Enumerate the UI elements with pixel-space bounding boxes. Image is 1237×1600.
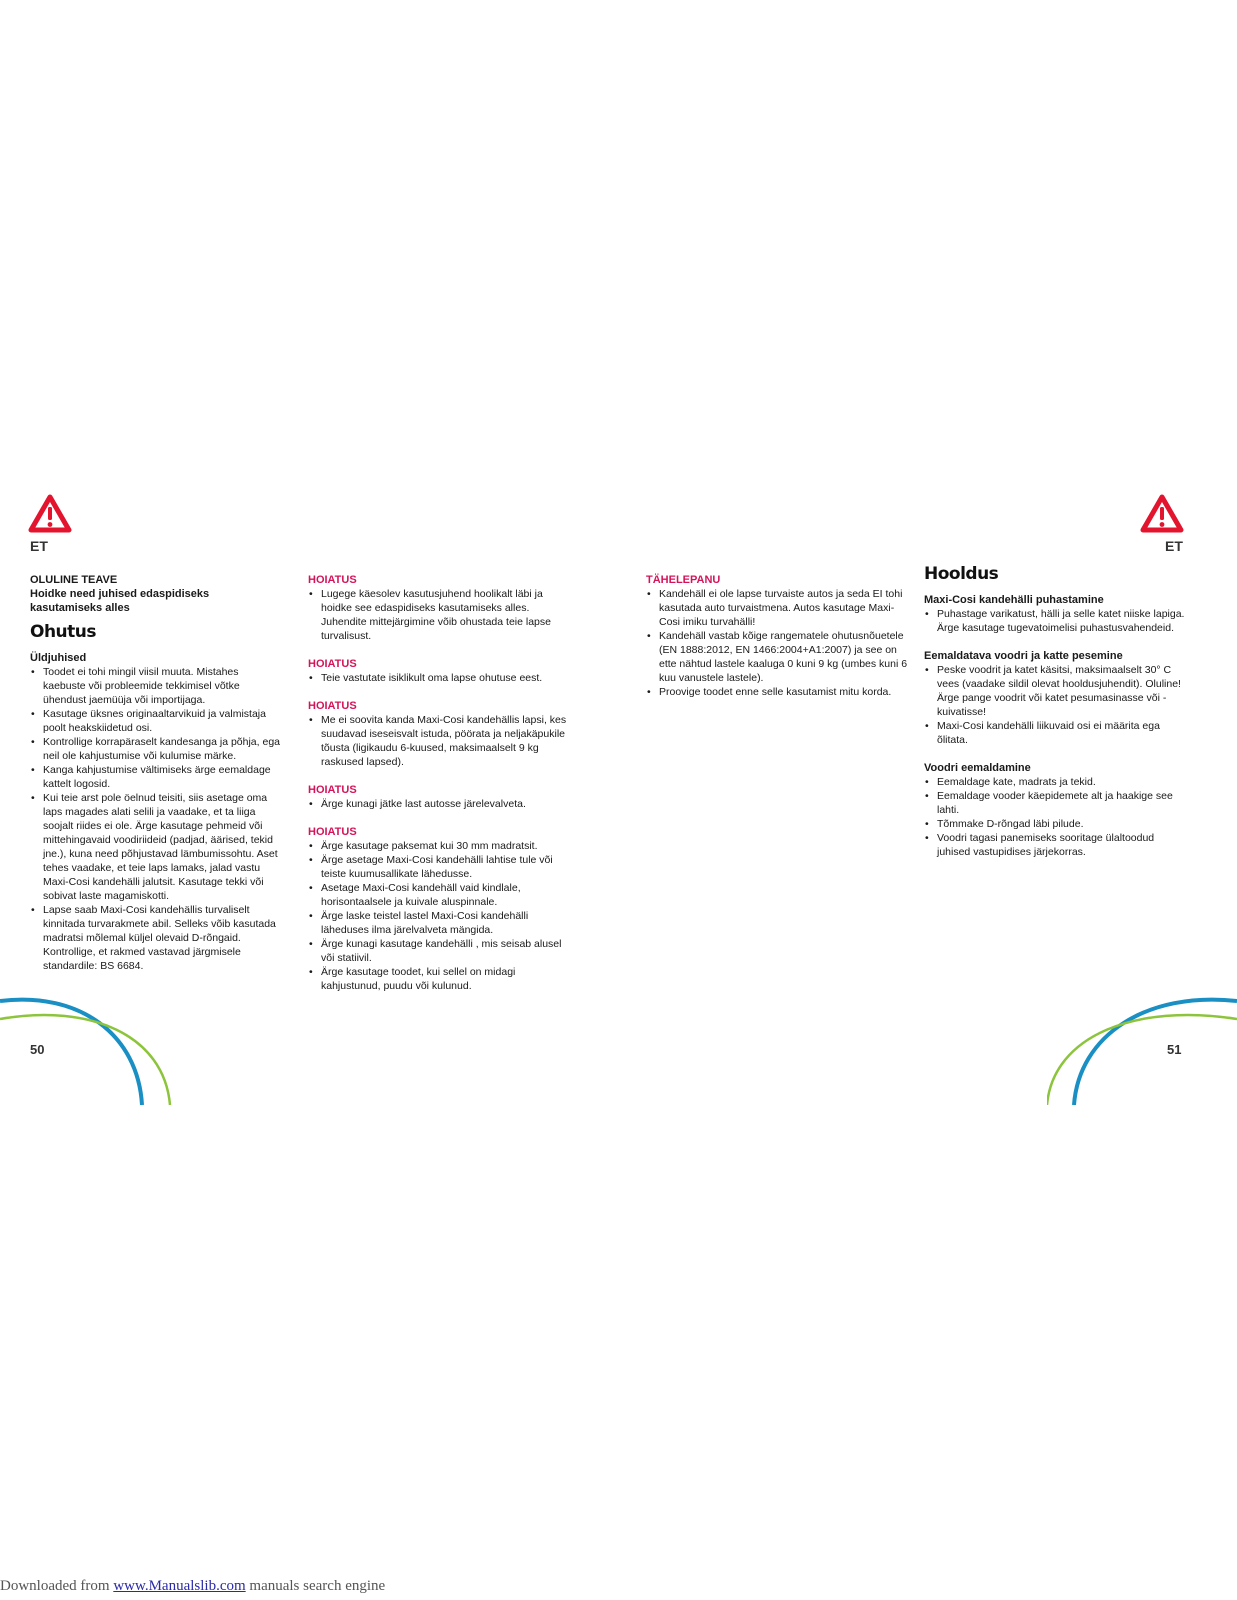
- list-item: • Toodet ei tohi mingil viisil muuta. Mistahes kaebuste või probleemide tekkimisel võtke ühendust jaemüüja või importijaga.: [30, 665, 282, 707]
- list-item: • Tõmmake D-rõngad läbi pilude.: [924, 817, 1189, 831]
- list-item: • Ärge kasutage paksemat kui 30 mm madratsit.: [308, 839, 573, 853]
- list-item: • Ärge kunagi jätke last autosse järelevalveta.: [308, 797, 573, 811]
- list-item: • Voodri tagasi panemiseks sooritage ülaltoodud juhised vastupidises järjekorras.: [924, 831, 1189, 859]
- list-item: • Puhastage varikatust, hälli ja selle katet niiske lapiga. Ärge kasutage tugevatoimelisi puhastusvahendeid.: [924, 607, 1189, 635]
- important-info-title: OLULINE TEAVE: [30, 574, 118, 586]
- list-item: • Ärge kunagi kasutage kandehälli , mis seisab alusel või statiivil.: [308, 937, 573, 965]
- care-list: [924, 607, 1189, 635]
- list-item: • Ärge laske teistel lastel Maxi-Cosi kandehälli läheduses ilma järelvalveta mängida.: [308, 909, 573, 937]
- list-item: • Me ei soovita kanda Maxi-Cosi kandehällis lapsi, kes suudavad iseseisvalt istuda, pöörata ja neljakäpukile tõusta (ligikaudu 6-kuused, maksimaalselt 9 kg raskused lapsed).: [308, 713, 573, 769]
- warning-list: [308, 713, 573, 769]
- list-item: • Kasutage üksnes originaaltarvikuid ja valmistaja poolt heakskiidetud osi.: [30, 707, 282, 735]
- care-heading: Eemaldatava voodri ja katte pesemine: [924, 650, 1123, 662]
- footer-suffix: manuals search engine: [245, 1578, 386, 1594]
- list-item: • Kui teie arst pole öelnud teisiti, siis asetage oma laps magades alati selili ja vaadake, et ta liiga soojalt riides ei ole. Ärge kasutage pehmeid või mittehingavaid voodiriideid (padjad, äärised, tekid jne.), kuna need põhjustavad lämbumissohtu. Aset tehes vaadake, et teie laps lamaks, jalad vastu Maxi-Cosi kandehälli jalutsit. Kasutage tekki või sobivat laste magamiskotti.: [30, 791, 282, 903]
- warning-heading: HOIATUS: [308, 574, 357, 586]
- download-footer: [0, 1578, 385, 1595]
- section-title-safety: Ohutus: [30, 622, 97, 642]
- notice-heading: TÄHELEPANU: [646, 574, 721, 586]
- warning-heading: HOIATUS: [308, 826, 357, 838]
- important-info-subtitle-line2: kasutamiseks alles: [30, 602, 130, 614]
- care-list: [924, 775, 1189, 859]
- care-list: [924, 663, 1189, 747]
- warning-triangle-icon: [1140, 494, 1184, 534]
- care-heading: Voodri eemaldamine: [924, 762, 1031, 774]
- left-column-2: [308, 573, 573, 1007]
- right-column-2: [924, 563, 1189, 873]
- list-item: • Kontrollige korrapäraselt kandesanga ja põhja, ega neil ole kahjustumise või kulumise märke.: [30, 735, 282, 763]
- list-item: • Ärge asetage Maxi-Cosi kandehälli lahtise tule või teiste kuumusallikate lähedusse.: [308, 853, 573, 881]
- important-info-subtitle-line1: Hoidke need juhised edaspidiseks: [30, 588, 210, 600]
- warning-heading: HOIATUS: [308, 784, 357, 796]
- warning-list: [308, 839, 573, 993]
- list-item: • Lugege käesolev kasutusjuhend hoolikalt läbi ja hoidke see edaspidiseks kasutamiseks alles. Juhendite mittejärgimine võib ohustada teie lapse turvalisust.: [308, 587, 573, 643]
- list-item: • Kandehäll vastab kõige rangematele ohutusnõuetele (EN 1888:2012, EN 1466:2004+A1:2007) ja see on ette nähtud lastele kaaluga 0 kuni 9 kg (umbes kuni 6 kuu vanustele lastele).: [646, 629, 908, 685]
- footer-prefix: Downloaded from: [0, 1578, 110, 1594]
- warning-list: [308, 671, 573, 685]
- list-item: • Maxi-Cosi kandehälli liikuvaid osi ei määrita ega õlitata.: [924, 719, 1189, 747]
- general-heading: Üldjuhised: [30, 652, 87, 664]
- list-item: • Teie vastutate isiklikult oma lapse ohutuse eest.: [308, 671, 573, 685]
- general-list: [30, 665, 282, 973]
- list-item: • Eemaldage kate, madrats ja tekid.: [924, 775, 1189, 789]
- decorative-arcs-left: [0, 995, 180, 1105]
- language-label: ET: [1165, 538, 1183, 554]
- decorative-arcs-right: [1047, 995, 1237, 1105]
- manualslib-link[interactable]: www.Manualslib.com: [113, 1578, 246, 1594]
- right-column-1: [646, 573, 908, 713]
- warning-heading: HOIATUS: [308, 658, 357, 670]
- page-number-right: 51: [1167, 1042, 1182, 1057]
- list-item: • Lapse saab Maxi-Cosi kandehällis turvaliselt kinnitada turvarakmete abil. Selleks võib kasutada madratsi mõlemal küljel olevaid D-rõngaid. Kontrollige, et rakmed vastavad järgmisele standardile: BS 6684.: [30, 903, 282, 973]
- list-item: • Peske voodrit ja katet käsitsi, maksimaalselt 30° C vees (vaadake sildil olevat hooldusjuhendit). Oluline! Ärge pange voodrit või katet pesumasinasse või -kuivatisse!: [924, 663, 1189, 719]
- left-column-1: [30, 573, 282, 987]
- list-item: • Proovige toodet enne selle kasutamist mitu korda.: [646, 685, 908, 699]
- section-title-care: Hooldus: [924, 564, 999, 584]
- page-number-left: 50: [30, 1042, 45, 1057]
- warning-triangle-icon: [28, 494, 72, 534]
- language-label: ET: [30, 538, 48, 554]
- warning-list: [308, 587, 573, 643]
- list-item: • Ärge kasutage toodet, kui sellel on midagi kahjustunud, puudu või kulunud.: [308, 965, 573, 993]
- list-item: • Kandehäll ei ole lapse turvaiste autos ja seda EI tohi kasutada auto turvaistmena. Autos kasutage Maxi-Cosi imiku turvahälli!: [646, 587, 908, 629]
- warning-list: [308, 797, 573, 811]
- warning-heading: HOIATUS: [308, 700, 357, 712]
- list-item: • Asetage Maxi-Cosi kandehäll vaid kindlale, horisontaalsele ja kuivale aluspinnale.: [308, 881, 573, 909]
- list-item: • Kanga kahjustumise vältimiseks ärge eemaldage kattelt logosid.: [30, 763, 282, 791]
- care-heading: Maxi-Cosi kandehälli puhastamine: [924, 594, 1104, 606]
- list-item: • Eemaldage vooder käepidemete alt ja haakige see lahti.: [924, 789, 1189, 817]
- notice-list: [646, 587, 908, 699]
